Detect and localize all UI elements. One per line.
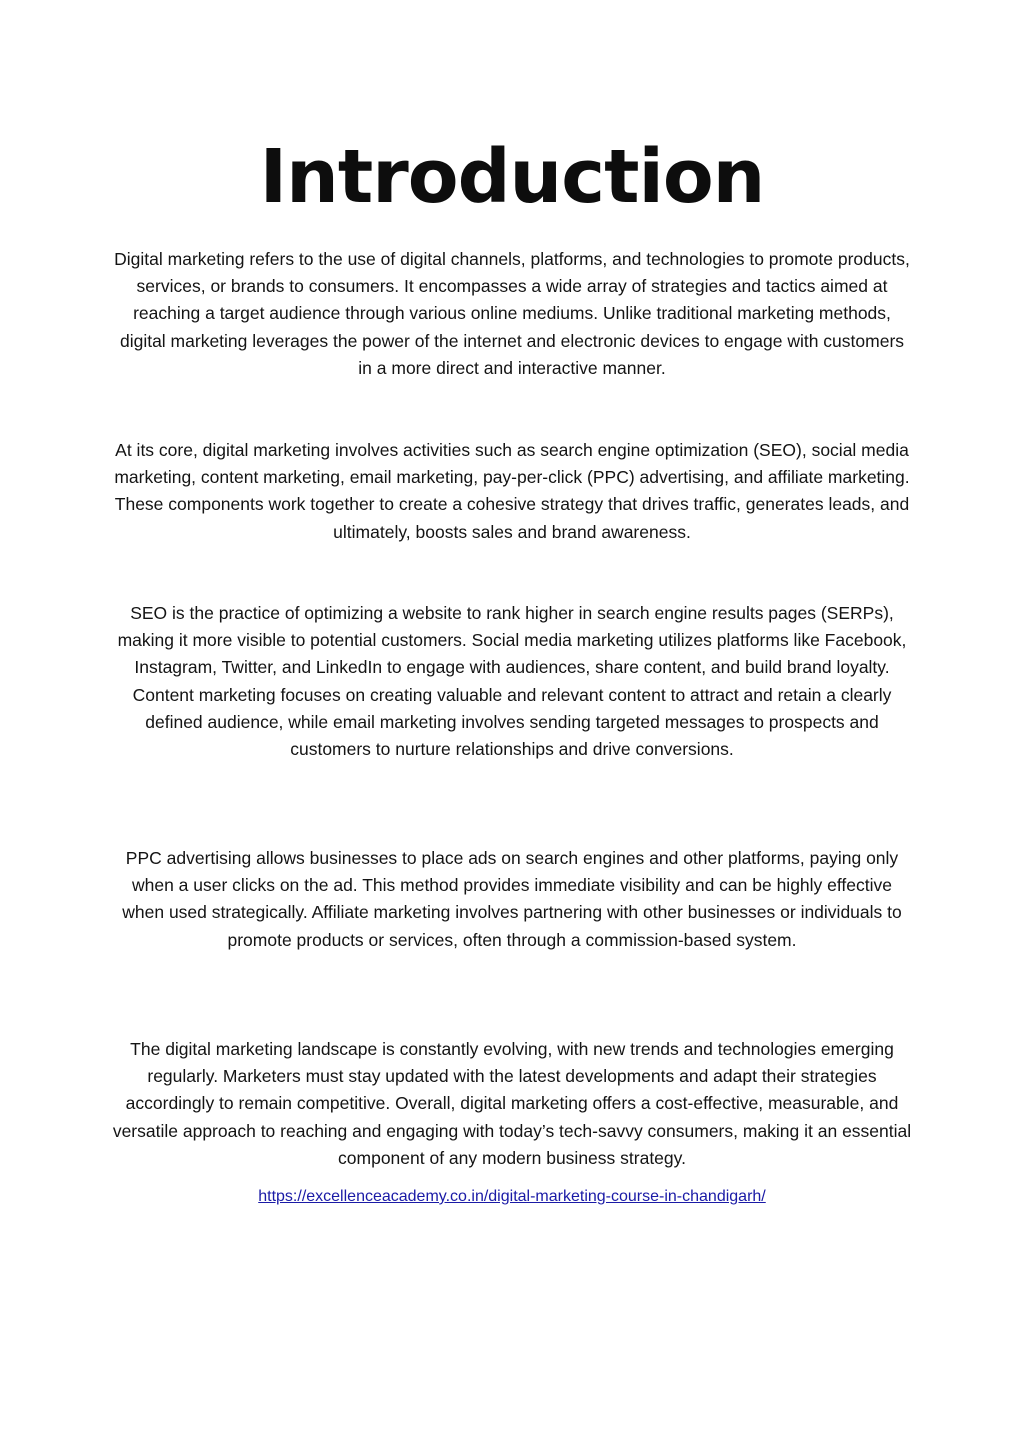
page-title: Introduction bbox=[259, 134, 765, 220]
link-container bbox=[0, 1186, 1024, 1208]
course-link[interactable]: https://excellenceacademy.co.in/digital-marketing-course-in-chandigarh/ bbox=[258, 1188, 766, 1205]
paragraph-landscape: The digital marketing landscape is constantly evolving, with new trends and technologies emerging regularly. Marketers must stay updated with the latest developments and adapt their strategies accordingly to remain competitive. Overall, digital marketing offers a cost-effective, measurable, and versatile approach to reaching and engaging with today’s tech-savvy consumers, making it an essential component of any modern business strategy. bbox=[112, 1039, 912, 1168]
paragraph-core-activities: At its core, digital marketing involves activities such as search engine optimization (SEO), social media marketing, content marketing, email marketing, pay-per-click (PPC) advertising, and affiliate marketing. These components work together to create a cohesive strategy that drives traffic, generates leads, and ultimately, boosts sales and brand awareness. bbox=[114, 440, 910, 542]
paragraph-seo-social: SEO is the practice of optimizing a website to rank higher in search engine results pages (SERPs), making it more visible to potential customers. Social media marketing utilizes platforms like Facebook, Instagram, Twitter, and LinkedIn to engage with audiences, share content, and build brand loyalty. Content marketing focuses on creating valuable and relevant content to attract and retain a clearly defined audience, while email marketing involves sending targeted messages to prospects and customers to nurture relationships and drive conversions. bbox=[117, 603, 907, 760]
paragraph-ppc-affiliate: PPC advertising allows businesses to place ads on search engines and other platforms, paying only when a user clicks on the ad. This method provides immediate visibility and can be highly effective when used strategically. Affiliate marketing involves partnering with other businesses or individuals to promote products or services, often through a commission-based system. bbox=[122, 848, 902, 950]
paragraph-intro: Digital marketing refers to the use of digital channels, platforms, and technologies to promote products, services, or brands to consumers. It encompasses a wide array of strategies and tactics aimed at reaching a target audience through various online mediums. Unlike traditional marketing methods, digital marketing leverages the power of the internet and electronic devices to engage with customers in a more direct and interactive manner. bbox=[114, 249, 910, 378]
